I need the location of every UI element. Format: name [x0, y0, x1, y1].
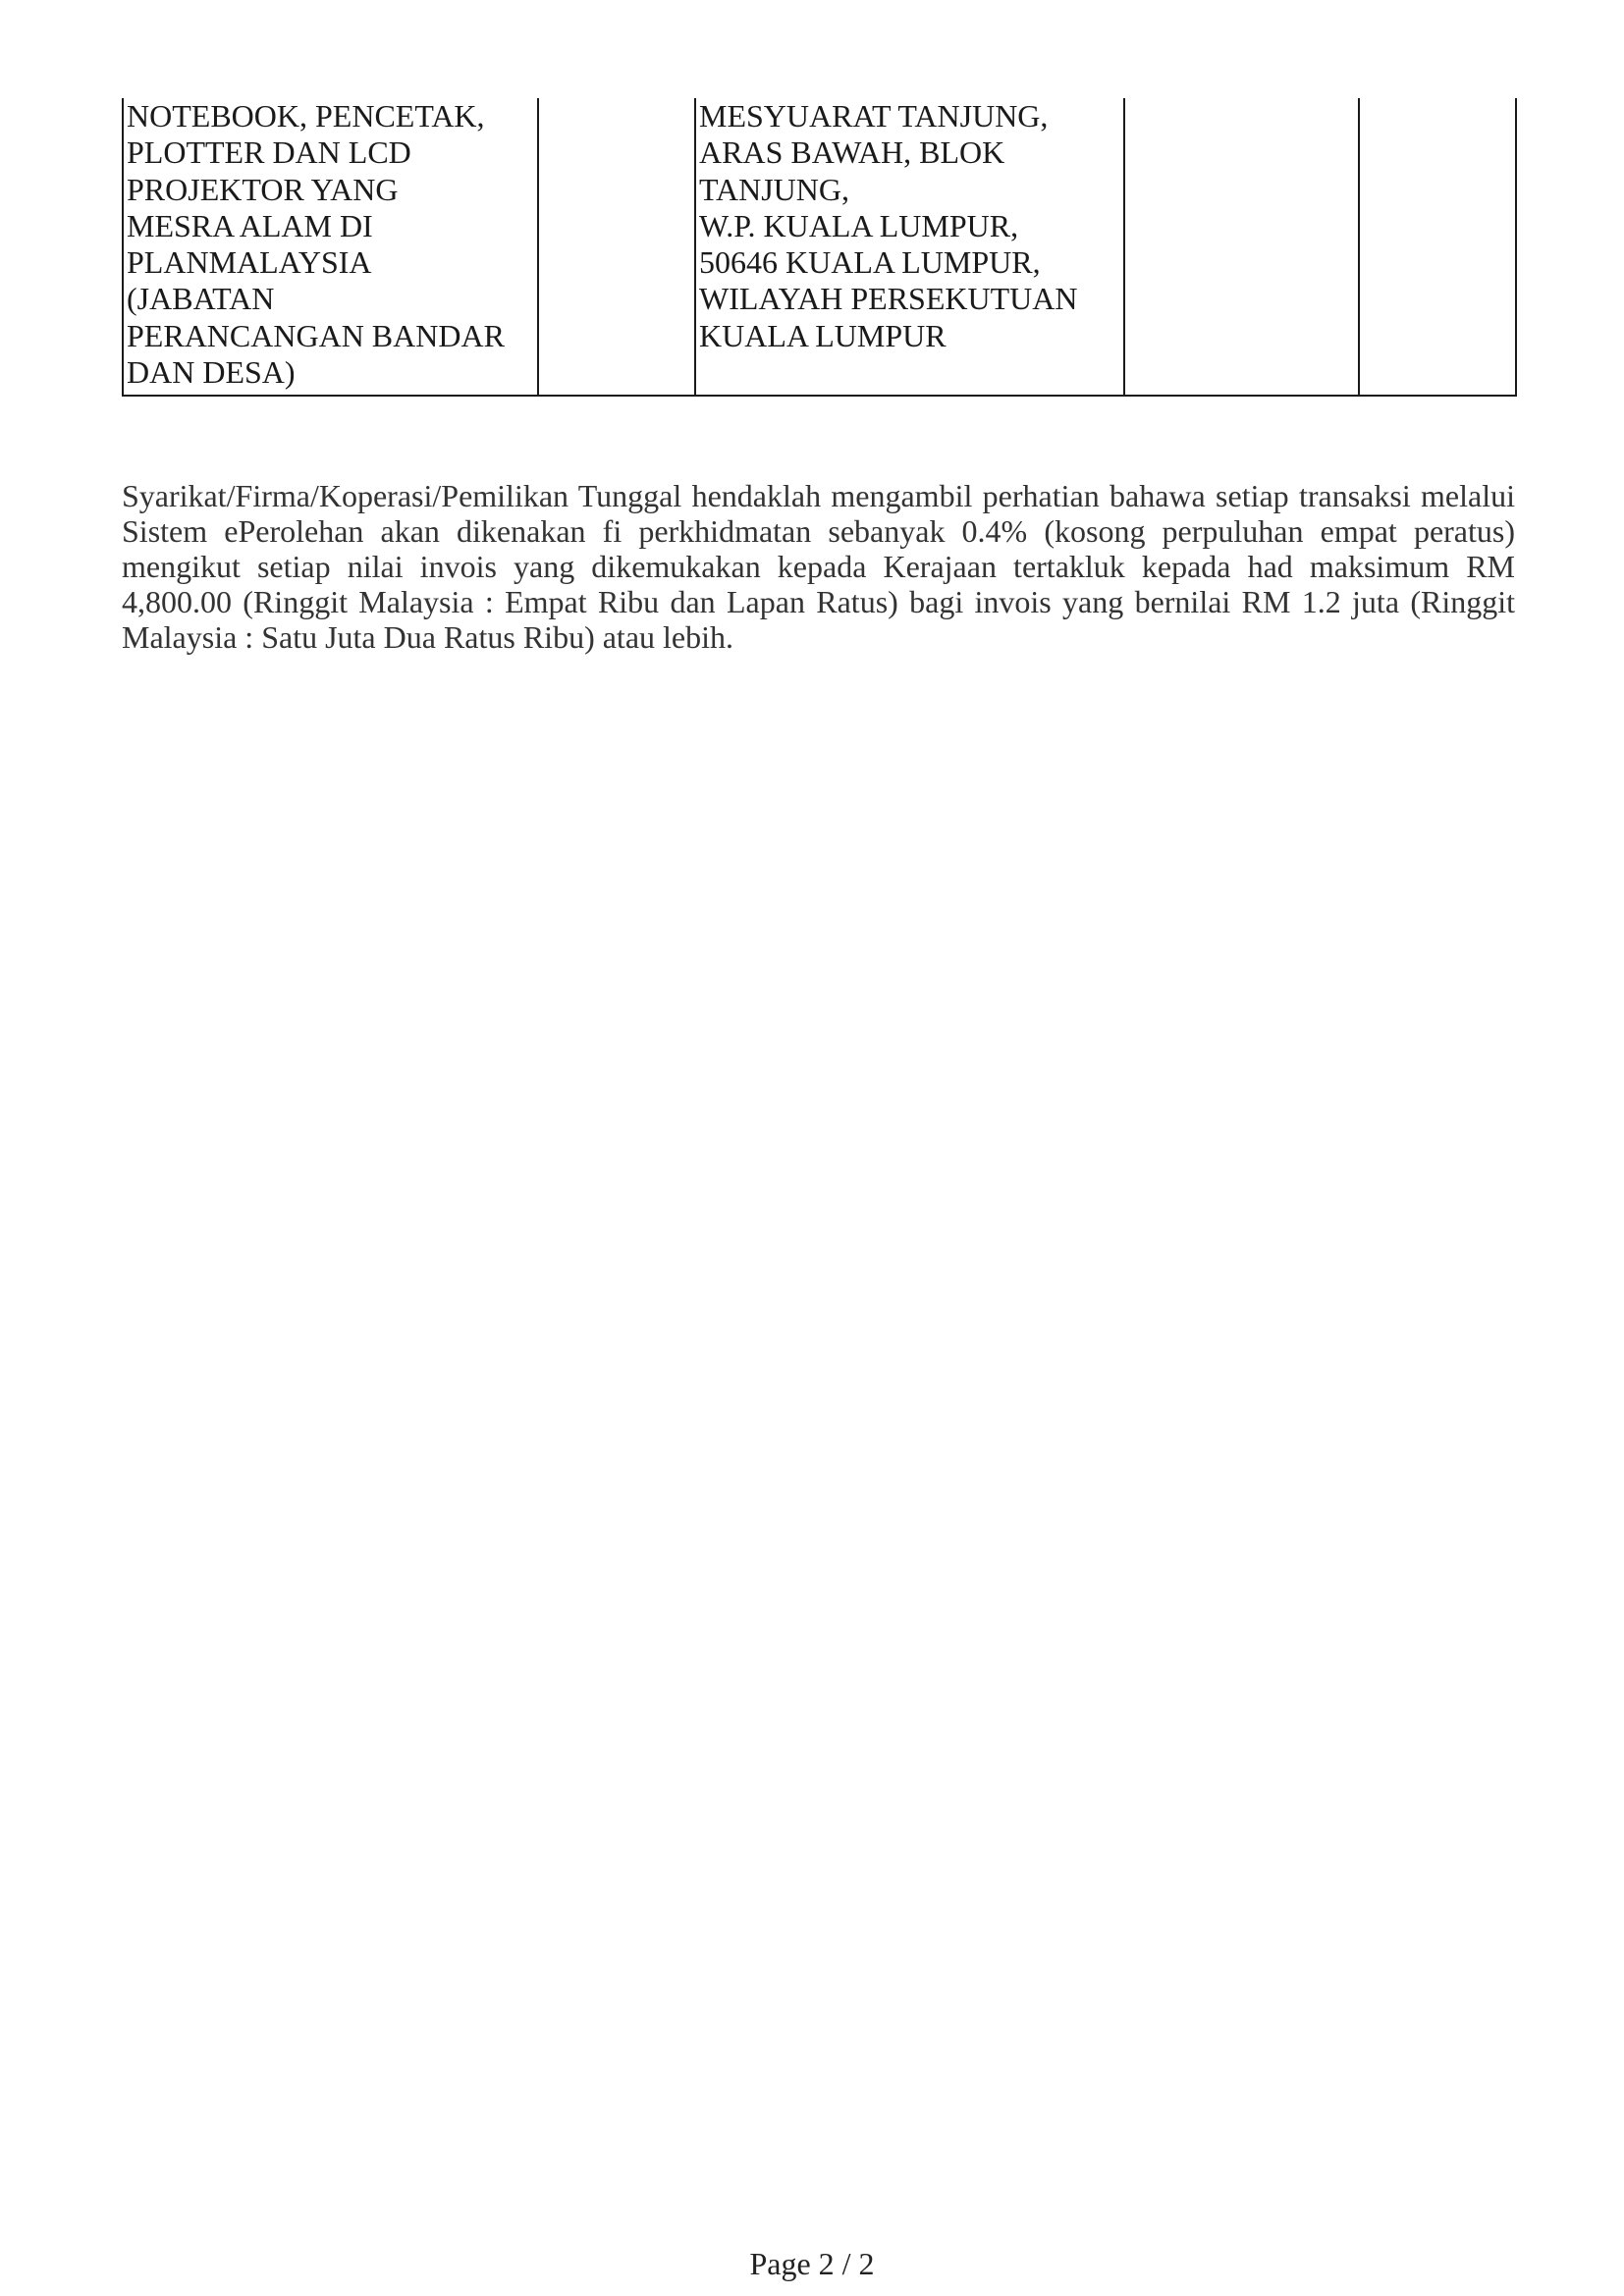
empty-cell — [538, 98, 695, 396]
location-line: TANJUNG, — [699, 171, 849, 207]
service-fee-notice: Syarikat/Firma/Koperasi/Pemilikan Tunggal hendaklah mengambil perhatian bahawa setiap transaksi melalui Sistem ePerolehan akan dikenakan fi perkhidmatan sebanyak 0.4% (kosong perpuluhan empat peratus) mengikut setiap nilai invois yang dikemukakan kepada Kerajaan tertakluk kepada had maksimum RM 4,800.00 (Ringgit Malaysia : Empat Ribu dan Lapan Ratus) bagi invois yang bernilai RM 1.2 juta (Ringgit Malaysia : Satu Juta Dua Ratus Ribu) atau lebih. — [122, 478, 1515, 655]
table-row — [123, 98, 1516, 396]
tender-title-line: DAN DESA) — [127, 354, 296, 391]
tender-title-line: PLANMALAYSIA — [127, 244, 372, 281]
tender-title-line: (JABATAN — [127, 281, 275, 317]
tender-table — [122, 98, 1517, 397]
tender-title-line: NOTEBOOK, PENCETAK, — [127, 98, 485, 133]
location-cell — [695, 98, 1124, 396]
empty-cell — [1359, 98, 1516, 396]
location-line: ARAS BAWAH, BLOK — [699, 134, 1005, 171]
empty-cell — [1124, 98, 1359, 396]
tender-title-line: PROJEKTOR YANG — [127, 171, 399, 207]
tender-title-line: PERANCANGAN BANDAR — [127, 317, 505, 353]
location-line: MESYUARAT TANJUNG, — [699, 98, 1049, 133]
page-number: Page 2 / 2 — [749, 2246, 875, 2281]
tender-title-cell — [123, 98, 538, 396]
location-line: 50646 KUALA LUMPUR, — [699, 244, 1041, 281]
location-line: W.P. KUALA LUMPUR, — [699, 207, 1019, 243]
location-line: KUALA LUMPUR — [699, 317, 947, 353]
location-line: WILAYAH PERSEKUTUAN — [699, 281, 1078, 317]
tender-title-line: PLOTTER DAN LCD — [127, 134, 411, 171]
tender-title-line: MESRA ALAM DI — [127, 207, 373, 243]
